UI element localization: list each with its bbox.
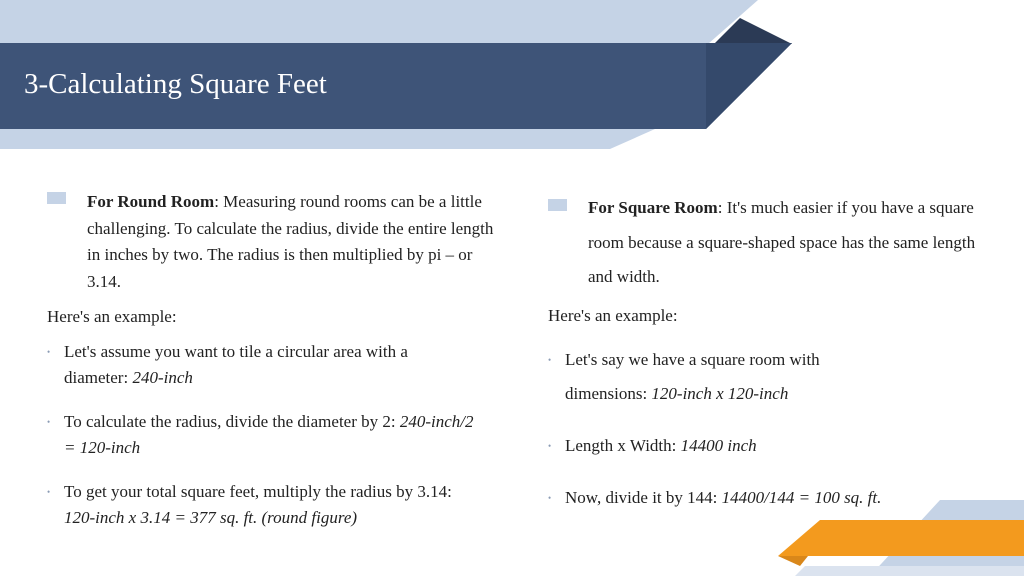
banner-fold bbox=[706, 43, 792, 129]
square-room-intro bbox=[548, 191, 988, 295]
bullet-dot-icon: • bbox=[548, 354, 552, 365]
round-room-heading: For Round Room bbox=[87, 192, 215, 211]
square-bullet-icon bbox=[548, 199, 567, 211]
bullet-dot-icon: • bbox=[47, 487, 51, 497]
list-item: • Let's say we have a square room with dimensions: 120-inch x 120-inch bbox=[548, 343, 885, 411]
bullet-dot-icon: • bbox=[47, 347, 51, 357]
list-item: • To calculate the radius, divide the diameter by 2: 240-inch/2 = 120-inch bbox=[47, 409, 484, 461]
round-room-description: : Measuring round rooms can be a little challenging. To calculate the radius, divide the entire length in inches by two. The radius is then multiplied by pi – or 3.14. bbox=[87, 192, 494, 291]
bullet-dot-icon: • bbox=[548, 492, 552, 503]
corner-orange-stripe bbox=[778, 520, 1024, 556]
banner-bottom-band bbox=[0, 129, 655, 149]
slide-title: 3-Calculating Square Feet bbox=[24, 68, 327, 100]
list-item: • Length x Width: 14400 inch bbox=[548, 429, 988, 463]
example-label: Here's an example: bbox=[47, 307, 177, 326]
list-item: • Now, divide it by 144: 14400/144 = 100 sq. ft. bbox=[548, 481, 988, 515]
square-room-description: : It's much easier if you have a square room because a square-shaped space has the same length and width. bbox=[588, 198, 976, 286]
corner-bottom-band bbox=[795, 566, 1024, 576]
round-room-column bbox=[47, 189, 507, 531]
list-item: • To get your total square feet, multiply the radius by 3.14: 120-inch x 3.14 = 377 sq. ft. (round figure) bbox=[47, 479, 474, 531]
square-room-column bbox=[548, 195, 988, 515]
round-room-intro bbox=[47, 189, 507, 295]
top-light-band bbox=[0, 0, 758, 44]
bullet-dot-icon: • bbox=[47, 417, 51, 427]
bullet-dot-icon: • bbox=[548, 440, 552, 451]
corner-orange-shadow bbox=[778, 556, 808, 566]
square-bullet-icon bbox=[47, 192, 66, 204]
list-item: • Let's assume you want to tile a circular area with a diameter: 240-inch bbox=[47, 339, 474, 391]
square-room-heading: For Square Room bbox=[588, 198, 718, 217]
example-label: Here's an example: bbox=[548, 305, 678, 325]
